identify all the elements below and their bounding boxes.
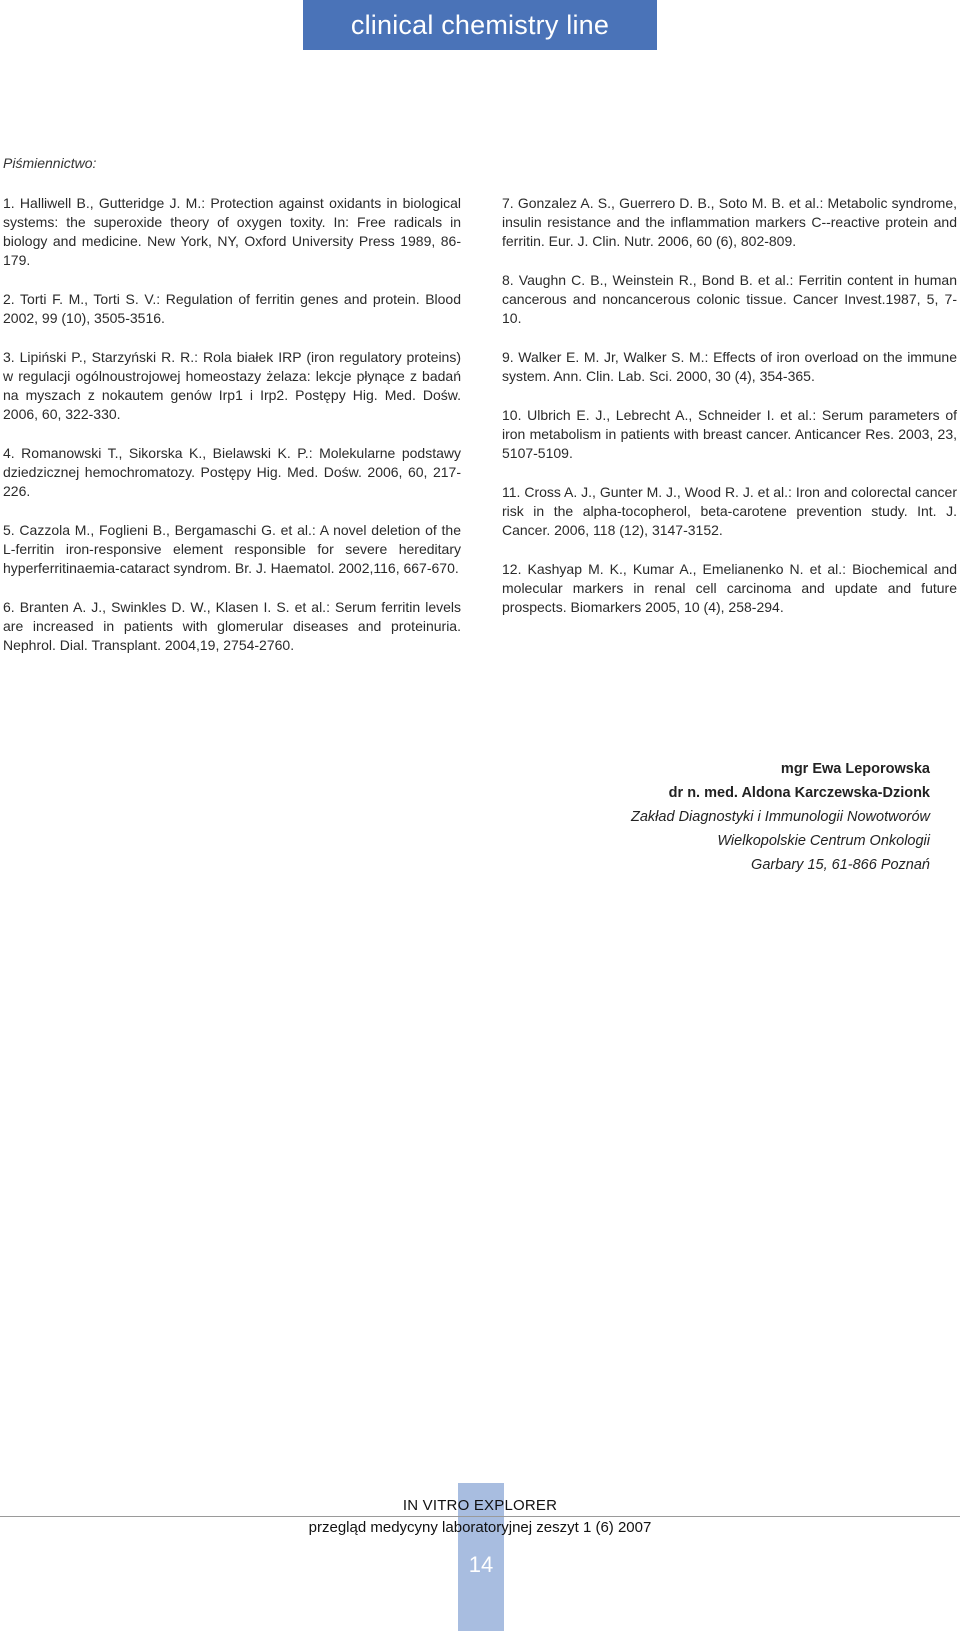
- reference-authors: 12. Kashyap M. K., Kumar A., Emelianenko N. et al.: [502, 561, 843, 577]
- reference-authors: 11. Cross A. J., Gunter M. J., Wood R. J. et al.: [502, 484, 789, 500]
- reference-text: : Metabolic syndrome, insulin resistance and the inflammation markers C--reactive protein and ferritin. Eur. J. Clin. Nutr. 2006, 60 (6), 802-809.: [502, 195, 957, 249]
- affiliation-line: Wielkopolskie Centrum Onkologii: [717, 833, 930, 849]
- reference-authors: 3. Lipiński P., Starzyński R. R.: [3, 349, 195, 365]
- author-name: mgr Ewa Leporowska: [780, 761, 930, 777]
- reference-authors: 4. Romanowski T., Sikorska K., Bielawski K. P.: [3, 445, 309, 461]
- reference-text: : Iron and colorectal cancer risk in the alpha-tocopherol, beta-carotene prevention study. Int. J. Cancer. 2006, 118 (12), 3147-3152.: [502, 484, 957, 538]
- reference-authors: 7. Gonzalez A. S., Guerrero D. B., Soto M. B. et al.: [502, 195, 820, 211]
- journal-issue: przegląd medycyny laboratoryjnej zeszyt 1 (6) 2007: [308, 1519, 652, 1536]
- author-affiliation-block: [410, 757, 930, 877]
- reference-text: : Effects of iron overload on the immune system. Ann. Clin. Lab. Sci. 2000, 30 (4), 354-365.: [502, 349, 957, 384]
- affiliation-line: Garbary 15, 61-866 Poznań: [751, 857, 930, 873]
- reference-item: [3, 521, 461, 578]
- reference-authors: 10. Ulbrich E. J., Lebrecht A., Schneider I. et al.: [502, 407, 813, 423]
- reference-authors: 1. Halliwell B., Gutteridge J. M.: [3, 195, 202, 211]
- reference-item: [3, 598, 461, 655]
- reference-item: [502, 271, 957, 328]
- reference-authors: 9. Walker E. M. Jr, Walker S. M.: [502, 349, 705, 365]
- reference-item: [3, 194, 461, 270]
- references-left-column: [3, 194, 461, 675]
- reference-item: [502, 560, 957, 617]
- reference-text: : Molekularne podstawy dziedzicznej hemochromatozy. Postępy Hig. Med. Dośw. 2006, 60, 217-226.: [3, 445, 461, 499]
- header-title: clinical chemistry line: [350, 9, 610, 40]
- author-name: dr n. med. Aldona Karczewska-Dzionk: [668, 785, 930, 801]
- reference-text: : Serum ferritin levels are increased in patients with glomerular diseases and proteinuria. Nephrol. Dial. Transplant. 2004,19, 2754-2760.: [3, 599, 461, 653]
- reference-item: [3, 290, 461, 328]
- reference-item: [3, 444, 461, 501]
- reference-item: [502, 348, 957, 386]
- reference-item: [502, 194, 957, 251]
- header-banner: [303, 0, 657, 50]
- reference-text: : Protection against oxidants in biological systems: the superoxide theory of oxygen toxity. In: Free radicals in biology and medicine. New York, NY, Oxford University Press 1989, 86-179.: [3, 195, 461, 268]
- reference-text: : Rola białek IRP (iron regulatory proteins) w regulacji ogólnoustrojowej homeostazy żelaza: lekcje płynące z badań na myszach z nokautem genów Irp1 i Irp2. Postępy Hig. Med. Dośw. 2006, 60, 322-330.: [3, 349, 462, 422]
- reference-text: : A novel deletion of the L-ferritin iron-responsive element responsible for severe hereditary hyperferritinaemia-cataract syndrom. Br. J. Haematol. 2002,116, 667-670.: [3, 522, 462, 576]
- reference-text: : Biochemical and molecular markers in renal cell carcinoma and update and future prospects. Biomarkers 2005, 10 (4), 258-294.: [502, 561, 957, 615]
- references-heading: Piśmiennictwo:: [3, 155, 97, 171]
- reference-item: [3, 348, 461, 424]
- reference-authors: 8. Vaughn C. B., Weinstein R., Bond B. et al.: [502, 272, 790, 288]
- reference-item: [502, 406, 957, 463]
- reference-authors: 5. Cazzola M., Foglieni B., Bergamaschi G. et al.: [3, 522, 312, 538]
- reference-text: : Serum parameters of iron metabolism in patients with breast cancer. Anticancer Res. 2003, 23, 5107-5109.: [502, 407, 957, 461]
- reference-text: : Ferritin content in human cancerous and noncancerous colonic tissue. Cancer Invest.1987, 5, 7-10.: [502, 272, 957, 326]
- reference-text: : Regulation of ferritin genes and protein. Blood 2002, 99 (10), 3505-3516.: [3, 291, 462, 326]
- reference-item: [502, 483, 957, 540]
- footer-divider: [0, 1516, 960, 1517]
- reference-authors: 6. Branten A. J., Swinkles D. W., Klasen I. S. et al.: [3, 599, 327, 615]
- references-right-column: [502, 194, 957, 637]
- affiliation-line: Zakład Diagnostyki i Immunologii Nowotworów: [631, 809, 930, 825]
- page-number: 14: [468, 1552, 494, 1577]
- reference-authors: 2. Torti F. M., Torti S. V.: [3, 291, 157, 307]
- journal-title: IN VITRO EXPLORER: [402, 1497, 558, 1514]
